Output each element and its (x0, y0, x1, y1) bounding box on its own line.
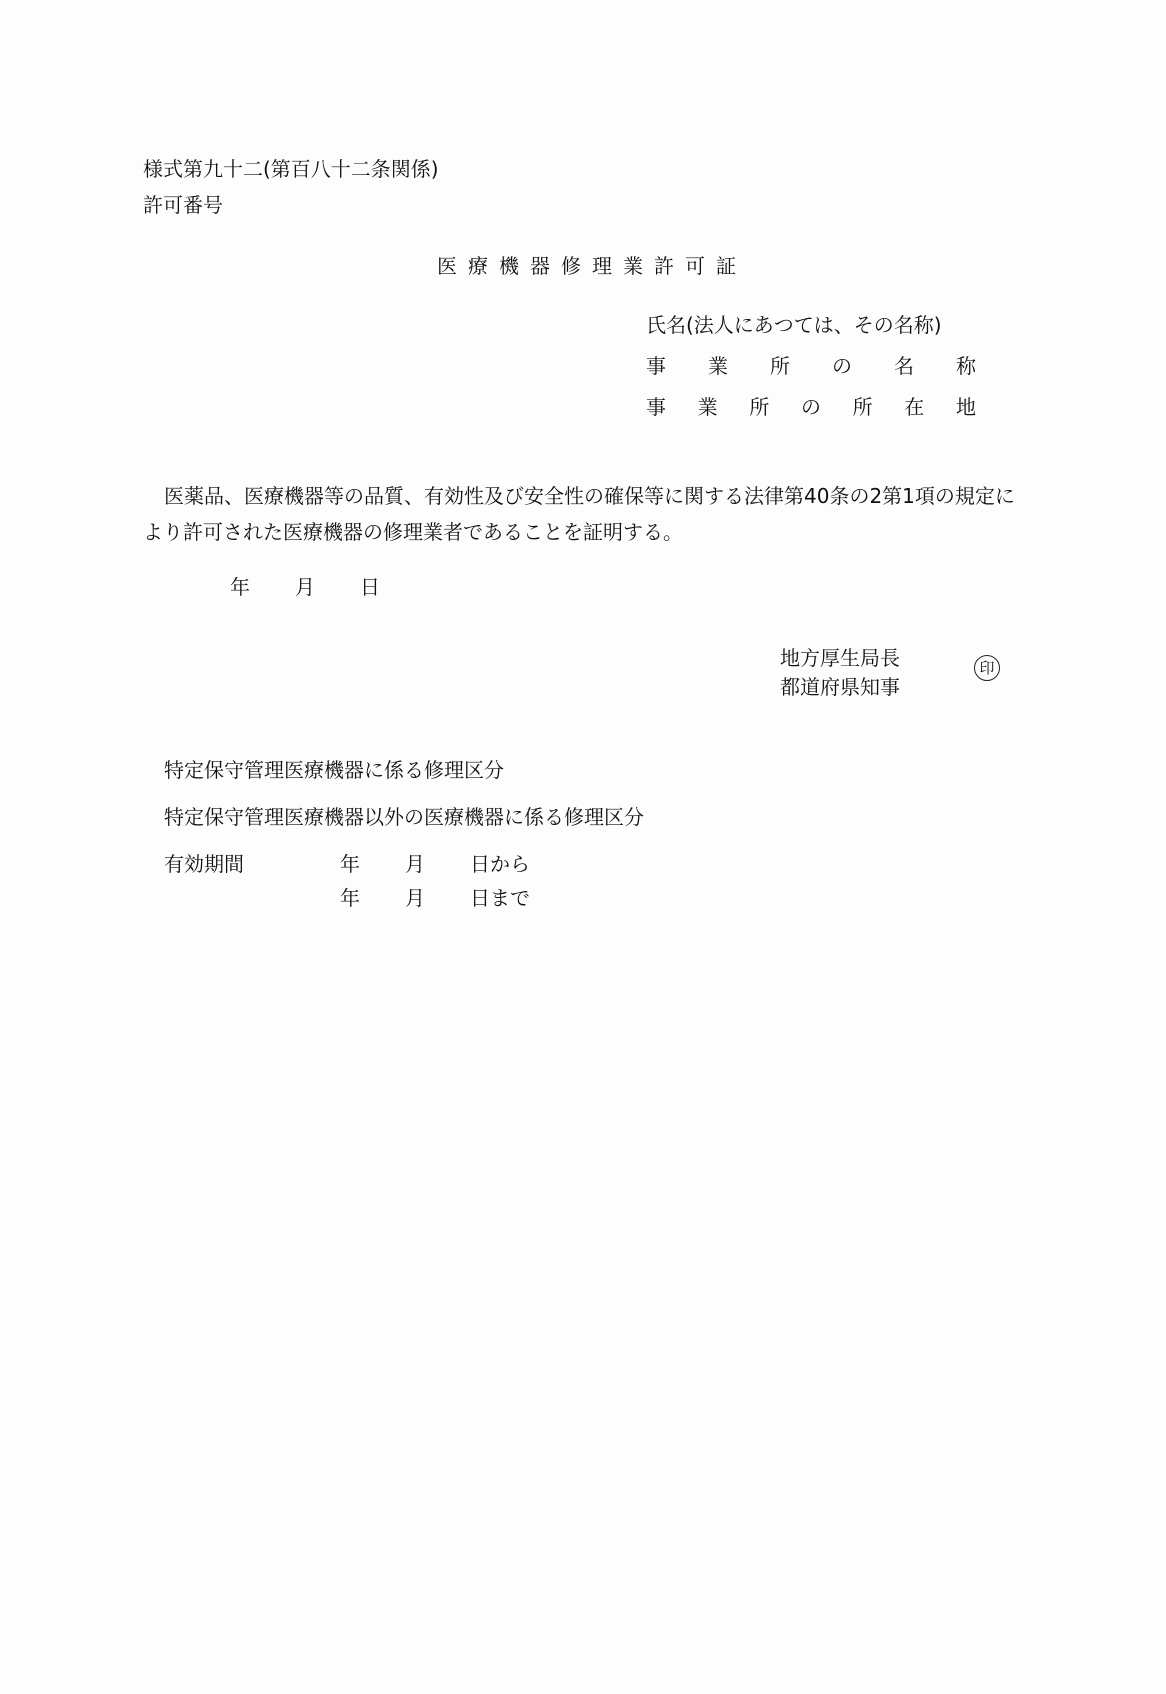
applicant-block (646, 313, 976, 436)
validity-to-row: 年 月 日まで (164, 886, 530, 920)
repair-category-other: 特定保守管理医療機器以外の医療機器に係る修理区分 (164, 805, 644, 829)
office-location-label: 事 業 所 の 所 在 地 (646, 395, 976, 419)
permit-number-label: 許可番号 (143, 193, 223, 217)
issue-date (230, 575, 380, 599)
certification-text: 医薬品、医療機器等の品質、有効性及び安全性の確保等に関する法律第40条の2第1項の規定により許可された医療機器の修理業者であることを証明する。 (143, 484, 1015, 544)
validity-from-label: 日から (470, 852, 530, 876)
office-name-label: 事 業 所 の 名 称 (646, 354, 976, 378)
issuer-line-2: 都道府県知事 (780, 675, 900, 699)
issue-day-label: 日 (360, 575, 380, 599)
issuer-block (780, 644, 900, 702)
applicant-name-label: 氏名(法人にあつては、その名称) (646, 313, 942, 337)
validity-period (164, 852, 530, 920)
validity-to-label: 日まで (470, 886, 530, 910)
issue-year-label: 年 (230, 575, 250, 599)
validity-label: 有効期間 (164, 852, 244, 876)
seal-icon: 印 (974, 655, 1000, 681)
repair-category-specified: 特定保守管理医療機器に係る修理区分 (164, 758, 504, 782)
validity-from-row: 有効期間 年 月 日から (164, 852, 530, 886)
form-number: 様式第九十二(第百八十二条関係) (143, 157, 439, 181)
issue-month-label: 月 (295, 575, 315, 599)
issuer-line-1: 地方厚生局長 (780, 646, 900, 670)
document-title: 医療機器修理業許可証 (437, 254, 747, 278)
